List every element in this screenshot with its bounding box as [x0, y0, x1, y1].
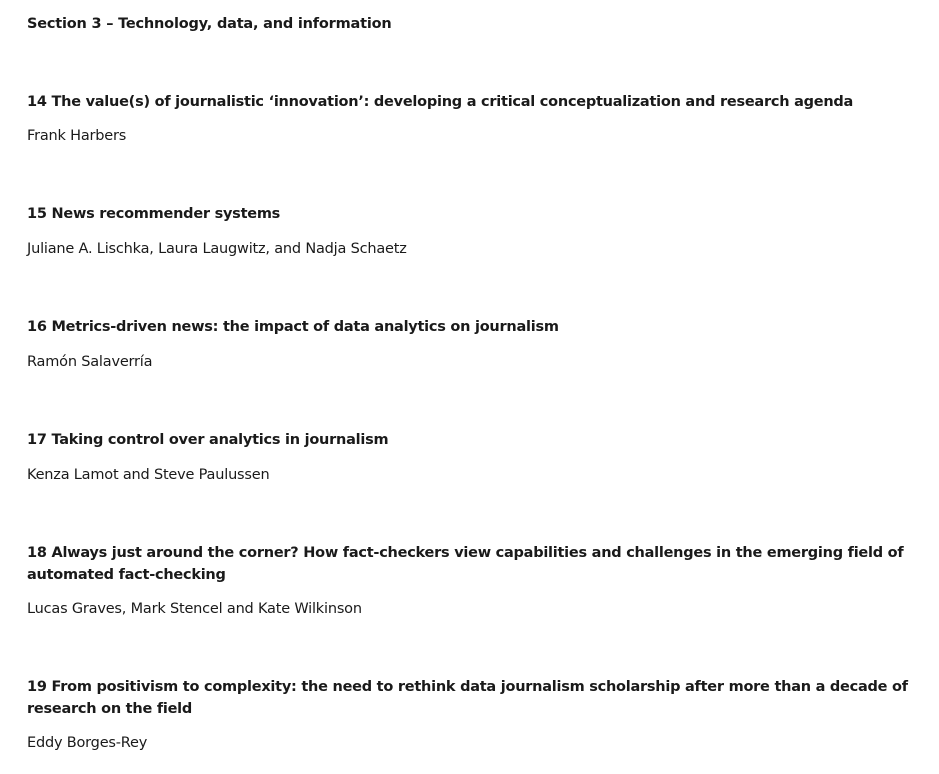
chapter-authors: Lucas Graves, Mark Stencel and Kate Wilkinson	[27, 601, 362, 617]
chapter-17	[27, 429, 917, 483]
chapter-authors: Ramón Salaverría	[27, 354, 153, 370]
chapter-18	[27, 542, 917, 617]
chapter-19	[27, 676, 917, 751]
chapter-title: 14 The value(s) of journalistic ‘innovation’: developing a critical conceptualization and research agenda	[27, 94, 854, 110]
chapter-15	[27, 203, 917, 257]
chapter-title: 18 Always just around the corner? How fact-checkers view capabilities and challenges in the emerging field of automated fact-checking	[27, 545, 904, 583]
chapter-title: 19 From positivism to complexity: the need to rethink data journalism scholarship after more than a decade of research on the field	[27, 679, 908, 717]
chapter-title: 17 Taking control over analytics in journalism	[27, 432, 389, 448]
chapter-authors: Juliane A. Lischka, Laura Laugwitz, and Nadja Schaetz	[27, 241, 407, 257]
chapter-title: 15 News recommender systems	[27, 206, 281, 222]
chapter-authors: Eddy Borges-Rey	[27, 735, 148, 751]
chapter-title: 16 Metrics-driven news: the impact of data analytics on journalism	[27, 319, 559, 335]
chapter-14	[27, 91, 917, 144]
chapter-16	[27, 316, 917, 370]
chapter-authors: Frank Harbers	[27, 128, 127, 144]
chapter-authors: Kenza Lamot and Steve Paulussen	[27, 467, 270, 483]
section-title: Section 3 – Technology, data, and information	[27, 16, 392, 32]
